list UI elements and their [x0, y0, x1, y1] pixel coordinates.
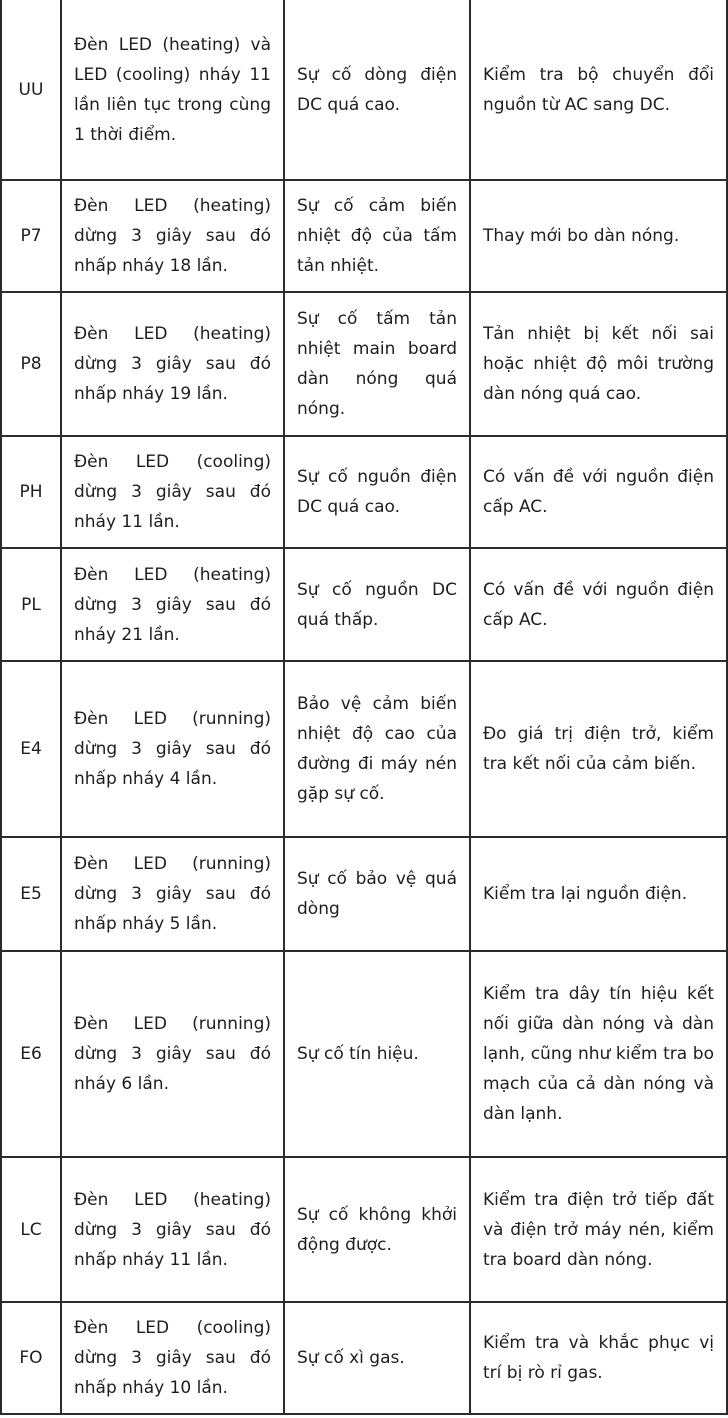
- error-code-cell: LC: [1, 1157, 61, 1302]
- led-signal-cell: Đèn LED (running) dừng 3 giây sau đó nhấp nháy 4 lần.: [61, 661, 284, 837]
- error-code-cell: E6: [1, 951, 61, 1157]
- led-signal-cell: Đèn LED (running) dừng 3 giây sau đó nhấp nháy 5 lần.: [61, 837, 284, 951]
- fix-cell: Kiểm tra điện trở tiếp đất và điện trở máy nén, kiểm tra board dàn nóng.: [470, 1157, 727, 1302]
- issue-cell: Sự cố nguồn DC quá thấp.: [284, 548, 470, 661]
- error-code-cell: P7: [1, 180, 61, 292]
- table-row: [1, 1302, 727, 1414]
- fix-cell: Thay mới bo dàn nóng.: [470, 180, 727, 292]
- issue-cell: Sự cố cảm biến nhiệt độ của tấm tản nhiệt.: [284, 180, 470, 292]
- issue-cell: Sự cố xì gas.: [284, 1302, 470, 1414]
- led-signal-cell: Đèn LED (heating) dừng 3 giây sau đó nhấp nháy 11 lần.: [61, 1157, 284, 1302]
- led-signal-cell: Đèn LED (cooling) dừng 3 giây sau đó nháy 11 lần.: [61, 436, 284, 548]
- error-code-cell: UU: [1, 0, 61, 180]
- table-row: [1, 951, 727, 1157]
- issue-cell: Sự cố dòng điện DC quá cao.: [284, 0, 470, 180]
- table-row: [1, 180, 727, 292]
- issue-cell: Bảo vệ cảm biến nhiệt độ cao của đường đi máy nén gặp sự cố.: [284, 661, 470, 837]
- issue-cell: Sự cố tấm tản nhiệt main board dàn nóng quá nóng.: [284, 292, 470, 436]
- table-row: [1, 292, 727, 436]
- led-signal-cell: Đèn LED (heating) dừng 3 giây sau đó nhấp nháy 19 lần.: [61, 292, 284, 436]
- error-code-cell: E4: [1, 661, 61, 837]
- error-code-cell: P8: [1, 292, 61, 436]
- table-row: [1, 0, 727, 180]
- issue-cell: Sự cố tín hiệu.: [284, 951, 470, 1157]
- table-row: [1, 548, 727, 661]
- error-code-cell: PH: [1, 436, 61, 548]
- fix-cell: Kiểm tra và khắc phục vị trí bị rò rỉ gas.: [470, 1302, 727, 1414]
- fix-cell: Đo giá trị điện trở, kiểm tra kết nối của cảm biến.: [470, 661, 727, 837]
- table-row: [1, 1157, 727, 1302]
- fix-cell: Kiểm tra lại nguồn điện.: [470, 837, 727, 951]
- fix-cell: Tản nhiệt bị kết nối sai hoặc nhiệt độ môi trường dàn nóng quá cao.: [470, 292, 727, 436]
- table-row: [1, 837, 727, 951]
- fix-cell: Kiểm tra bộ chuyển đổi nguồn từ AC sang DC.: [470, 0, 727, 180]
- table-row: [1, 436, 727, 548]
- fix-cell: Có vấn đề với nguồn điện cấp AC.: [470, 548, 727, 661]
- issue-cell: Sự cố nguồn điện DC quá cao.: [284, 436, 470, 548]
- issue-cell: Sự cố không khởi động được.: [284, 1157, 470, 1302]
- fix-cell: Có vấn đề với nguồn điện cấp AC.: [470, 436, 727, 548]
- led-signal-cell: Đèn LED (cooling) dừng 3 giây sau đó nhấp nháy 10 lần.: [61, 1302, 284, 1414]
- error-code-cell: E5: [1, 837, 61, 951]
- issue-cell: Sự cố bảo vệ quá dòng: [284, 837, 470, 951]
- led-signal-cell: Đèn LED (running) dừng 3 giây sau đó nháy 6 lần.: [61, 951, 284, 1157]
- led-signal-cell: Đèn LED (heating) dừng 3 giây sau đó nhấp nháy 18 lần.: [61, 180, 284, 292]
- error-code-cell: PL: [1, 548, 61, 661]
- fix-cell: Kiểm tra dây tín hiệu kết nối giữa dàn nóng và dàn lạnh, cũng như kiểm tra bo mạch của cả dàn nóng và dàn lạnh.: [470, 951, 727, 1157]
- led-signal-cell: Đèn LED (heating) và LED (cooling) nháy 11 lần liên tục trong cùng 1 thời điểm.: [61, 0, 284, 180]
- table-row: [1, 661, 727, 837]
- led-signal-cell: Đèn LED (heating) dừng 3 giây sau đó nháy 21 lần.: [61, 548, 284, 661]
- error-code-cell: FO: [1, 1302, 61, 1414]
